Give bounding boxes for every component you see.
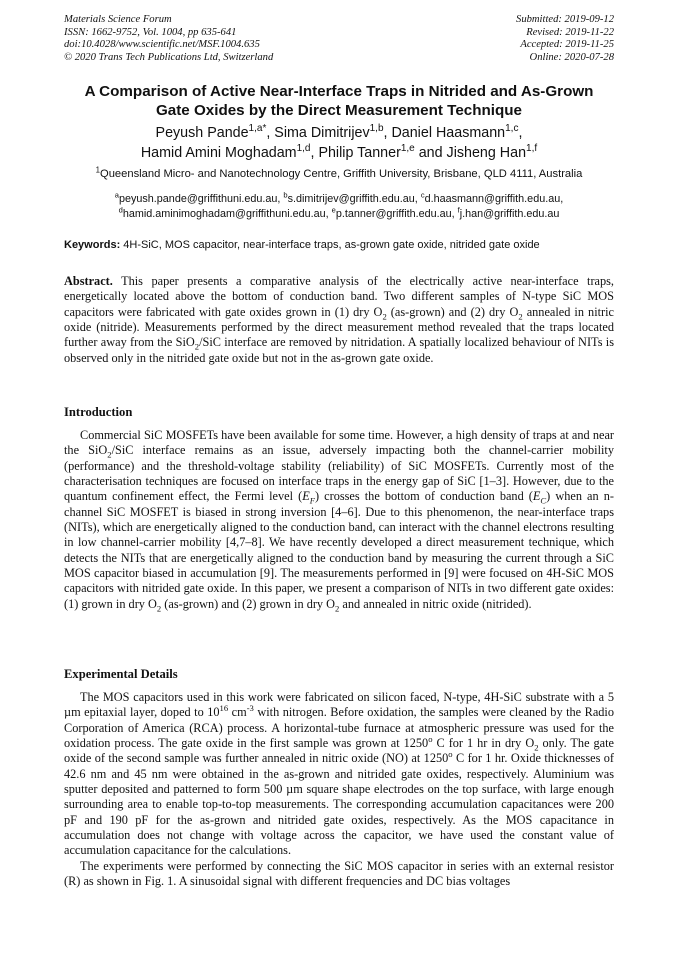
- author-affil-mark: 1,d: [296, 142, 311, 154]
- subscript: 2: [534, 742, 539, 753]
- subscript: 2: [194, 341, 200, 352]
- email-line-1: [40, 192, 638, 207]
- symbol: E: [532, 489, 541, 504]
- title-line-2: Gate Oxides by the Direct Measurement Technique: [155, 102, 522, 119]
- subscript: F: [309, 495, 315, 506]
- email-link[interactable]: j.han@griffith.edu.au: [459, 207, 560, 220]
- keywords-text: 4H-SiC, MOS capacitor, near-interface traps, as-grown gate oxide, nitrided gate oxide: [120, 239, 540, 251]
- abstract-text: /SiC interface are removed by nitridation. A spatially localized behaviour of NITs is observed only in the nitrided gate oxide but not in the as-grown gate oxide.: [64, 335, 614, 365]
- abstract-text: This paper presents a comparative analysis of the electrically active near-interface traps, energetically located above the bottom of conduction band. Two different samples of N-type SiC MOS capacitors were fabricated with gate oxides grown in (1) dry O: [64, 274, 614, 319]
- online-date: Online: 2020-07-28: [529, 51, 614, 63]
- author-name: Hamid Amini Moghadam: [140, 144, 297, 161]
- subscript: C: [540, 495, 547, 506]
- paper-title: [50, 82, 628, 120]
- subscript: 2: [156, 603, 162, 614]
- introduction-body: [64, 428, 614, 612]
- email-mark: d: [118, 204, 123, 214]
- abstract-text: annealed in nitric oxide (nitride). Measurements performed by the direct measurement method revealed that the traps located further away from the SiO: [64, 304, 615, 350]
- abstract-text: (as-grown) and (2) dry O: [386, 304, 519, 319]
- accepted-date: Accepted: 2019-11-25: [520, 39, 614, 51]
- author-affil-mark: 1,b: [369, 123, 384, 135]
- paragraph-text: The experiments were performed by connecting the SiC MOS capacitor in series with an external resistor (R) as shown in Fig. 1. A sinusoidal signal with different frequencies and DC bias voltages: [64, 858, 614, 889]
- author-line-1: [40, 124, 638, 144]
- superscript: o: [428, 733, 433, 744]
- email-link[interactable]: hamid.aminimoghadam@griffithuni.edu.au,: [122, 207, 332, 220]
- paragraph-text: with nitrogen. Before oxidation, the samples were cleaned by the Radio Corporation of America (RCA) process. A horizontal-tube furnace at atmospheric pressure was used for the oxidation process. The gate oxide in the first sample was grown at 1250: [64, 705, 614, 751]
- paragraph-text: (as-grown) and (2) grown in dry O: [161, 596, 336, 611]
- abstract-label: Abstract.: [64, 274, 113, 288]
- doi-line: doi:10.4028/www.scientific.net/MSF.1004.635: [64, 39, 260, 51]
- paragraph-text: The MOS capacitors used in this work were fabricated on silicon faced, N-type, 4H-SiC substrate with a 5 µm epitaxial layer, doped to 10: [64, 690, 614, 720]
- author-affil-mark: 1,f: [526, 142, 538, 154]
- submitted-date: Submitted: 2019-09-12: [516, 14, 614, 25]
- author-affil-mark: 1,c: [505, 123, 519, 135]
- symbol: E: [302, 489, 310, 504]
- superscript: 16: [219, 703, 229, 714]
- author-separator: ,: [518, 125, 523, 141]
- author-name: , Philip Tanner: [310, 144, 401, 161]
- subscript: 2: [335, 603, 340, 614]
- author-name: and Jisheng Han: [414, 144, 527, 161]
- journal-name: Materials Science Forum: [64, 14, 172, 25]
- paragraph-text: ) crosses the bottom of conduction band (: [314, 489, 533, 504]
- affil-mark: 1: [95, 165, 100, 175]
- email-mark: f: [457, 204, 460, 214]
- subscript: 2: [382, 311, 387, 322]
- revised-date: Revised: 2019-11-22: [526, 26, 614, 38]
- email-mark: b: [283, 190, 288, 200]
- author-name: , Sima Dimitrijev: [266, 125, 370, 141]
- author-affil-mark: 1,e: [400, 142, 415, 154]
- issn-line: ISSN: 1662-9752, Vol. 1004, pp 635-641: [64, 26, 237, 38]
- author-line-2: [40, 144, 638, 164]
- paragraph-text: C for 1 hr in dry O: [432, 736, 535, 751]
- email-mark: a: [114, 190, 119, 200]
- email-mark: c: [420, 190, 425, 200]
- keywords: [64, 238, 616, 252]
- email-line-2: [40, 204, 638, 222]
- email-link[interactable]: d.haasmann@griffith.edu.au,: [424, 193, 564, 205]
- author-emails: [40, 192, 638, 221]
- superscript: o: [448, 749, 453, 760]
- affil-text: Queensland Micro- and Nanotechnology Centre, Griffith University, Brisbane, QLD 4111, Australia: [100, 168, 583, 180]
- author-name: Peyush Pande: [155, 125, 249, 141]
- email-link[interactable]: p.tanner@griffith.edu.au,: [335, 207, 458, 220]
- paragraph-text: /SiC interface remains as an issue, adversely impacting both the channel-carrier mobility (performance) and the threshold-voltage stability (reliability) of SiC MOSFETs. Currently most of the characterisation techniques are focused on interface traps in the energy gap of SiC [1–3]. However, due to the quantum confinement effect, the Fermi level (: [64, 443, 615, 504]
- copyright-line: © 2020 Trans Tech Publications Ltd, Switzerland: [64, 51, 274, 63]
- subscript: 2: [107, 449, 112, 460]
- affiliation: [40, 165, 638, 181]
- journal-header-left: [64, 14, 273, 64]
- email-link[interactable]: s.dimitrijev@griffith.edu.au,: [287, 193, 421, 205]
- keywords-label: Keywords:: [64, 239, 121, 251]
- journal-header-right: [516, 14, 614, 64]
- paragraph-text: ) when an n-channel SiC MOSFET is biased in strong inversion [4–6]. Due to this phenomenon, the near-interface traps (NITs), which are energetically aligned to the conduction band, can interact with the channel electrons resulting in low channel-carrier mobility [4,7–8]. We have recently developed a direct measurement technique, which detects the NITs that are energetically aligned to the conduction band by measuring the current through a SiC MOS capacitor biased in accumulation [9]. The measurements performed in [9] were focused on 4H-SiC MOS capacitors with nitrided gate oxide. In this paper, we present a comparison of NITs in two different gate oxides: (1) grown in dry O: [64, 489, 614, 611]
- abstract: [64, 274, 614, 366]
- paragraph-text: C for 1 hr. Oxide thicknesses of 42.6 nm and 45 nm were obtained in the as-grown and nitrided gate oxides, respectively. Aluminium was sputter deposited and patterned to form 500 µm square shape electrodes on the top surface, with large enough surrounding area to enable top-to-top measurements. The corresponding accumulation capacitances were 200 pF and 190 pF for the as-grown and nitrided gate oxides, respectively. As the MOS capacitance in accumulation does not change with voltage across the capacitor, we have used the constant value of accumulation capacitance for the calculations.: [64, 751, 614, 858]
- email-mark: e: [331, 204, 336, 214]
- author-name: , Daniel Haasmann: [383, 125, 506, 141]
- section-heading-experimental: Experimental Details: [64, 667, 178, 681]
- title-line-1: A Comparison of Active Near-Interface Traps in Nitrided and As-Grown: [84, 83, 594, 100]
- paragraph-text: only. The gate oxide of the second sample was further annealed in nitric oxide (NO) at 1250: [64, 736, 614, 766]
- superscript: -3: [246, 703, 254, 714]
- paragraph-text: Commercial SiC MOSFETs have been available for some time. However, a high density of traps at and near the SiO: [64, 428, 614, 458]
- section-heading-introduction: Introduction: [64, 405, 133, 419]
- author-list: [40, 124, 638, 163]
- email-link[interactable]: peyush.pande@griffithuni.edu.au,: [118, 193, 284, 205]
- experimental-body: [64, 690, 614, 889]
- subscript: 2: [518, 311, 523, 322]
- paragraph-text: cm: [228, 705, 247, 720]
- author-affil-mark: 1,a*: [248, 123, 267, 135]
- paragraph-text: and annealed in nitric oxide (nitrided).: [339, 596, 532, 611]
